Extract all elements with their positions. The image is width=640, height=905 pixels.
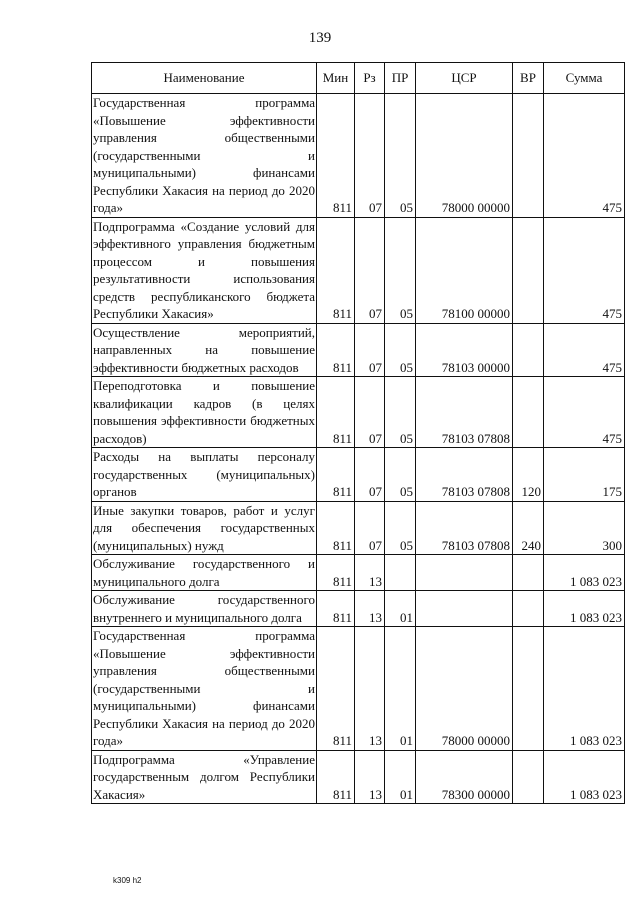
row-vr (513, 217, 544, 323)
row-name: Подпрограмма «Создание условий для эффективного управления бюджетным процессом и повышения результативности использования средств республиканского бюджета Республики Хакасия» (93, 218, 315, 321)
table-header-row (92, 63, 625, 94)
row-rz: 07 (355, 217, 385, 323)
column-header-sum: Сумма (544, 63, 625, 94)
row-vr (513, 591, 544, 627)
table-row (92, 448, 625, 502)
row-name: Подпрограмма «Управление государственным долгом Республики Хакасия» (93, 751, 315, 802)
row-pr: 01 (385, 591, 416, 627)
table-row (92, 217, 625, 323)
table-row (92, 323, 625, 377)
row-sum: 475 (544, 323, 625, 377)
table-row (92, 377, 625, 448)
row-min: 811 (317, 750, 355, 804)
column-header-vr: ВР (513, 63, 544, 94)
row-rz: 07 (355, 323, 385, 377)
row-rz: 07 (355, 377, 385, 448)
column-header-name: Наименование (92, 63, 317, 94)
table-row (92, 627, 625, 751)
row-rz: 13 (355, 750, 385, 804)
row-sum: 475 (544, 94, 625, 218)
row-csr: 78103 00000 (416, 323, 513, 377)
row-pr: 01 (385, 750, 416, 804)
row-sum: 1 083 023 (544, 750, 625, 804)
table-row (92, 591, 625, 627)
row-pr (385, 555, 416, 591)
row-min: 811 (317, 501, 355, 555)
row-pr: 05 (385, 323, 416, 377)
table-row (92, 750, 625, 804)
table-row (92, 501, 625, 555)
row-pr: 01 (385, 627, 416, 751)
row-rz: 07 (355, 448, 385, 502)
row-rz: 13 (355, 555, 385, 591)
row-sum: 300 (544, 501, 625, 555)
row-csr: 78103 07808 (416, 501, 513, 555)
row-csr (416, 555, 513, 591)
row-name: Обслуживание государственного и муниципального долга (93, 556, 315, 589)
row-vr (513, 750, 544, 804)
row-sum: 1 083 023 (544, 591, 625, 627)
row-csr: 78000 00000 (416, 94, 513, 218)
row-csr: 78103 07808 (416, 448, 513, 502)
row-name: Государственная программа «Повышение эффективности управления общественными (государственными и муниципальными) финансами Республики Хакасия на период до 2020 года» (93, 628, 315, 748)
column-header-rz: Рз (355, 63, 385, 94)
table-row (92, 94, 625, 218)
row-name: Государственная программа «Повышение эффективности управления общественными (государственными и муниципальными) финансами Республики Хакасия на период до 2020 года» (93, 95, 315, 215)
row-csr: 78300 00000 (416, 750, 513, 804)
row-name: Расходы на выплаты персоналу государственных (муниципальных) органов (93, 449, 315, 499)
footer-code: k309 h2 (113, 876, 142, 885)
row-rz: 07 (355, 501, 385, 555)
row-pr: 05 (385, 501, 416, 555)
row-vr: 240 (513, 501, 544, 555)
row-min: 811 (317, 377, 355, 448)
row-name: Иные закупки товаров, работ и услуг для обеспечения государственных (муниципальных) нужд (93, 502, 315, 553)
row-sum: 475 (544, 377, 625, 448)
row-min: 811 (317, 591, 355, 627)
row-rz: 13 (355, 627, 385, 751)
row-pr: 05 (385, 217, 416, 323)
column-header-csr: ЦСР (416, 63, 513, 94)
row-sum: 175 (544, 448, 625, 502)
page-number: 139 (308, 30, 332, 46)
row-vr: 120 (513, 448, 544, 502)
row-pr: 05 (385, 377, 416, 448)
row-pr: 05 (385, 448, 416, 502)
row-csr: 78103 07808 (416, 377, 513, 448)
row-csr: 78100 00000 (416, 217, 513, 323)
row-min: 811 (317, 323, 355, 377)
row-vr (513, 323, 544, 377)
column-header-pr: ПР (385, 63, 416, 94)
row-sum: 475 (544, 217, 625, 323)
row-csr (416, 591, 513, 627)
table-row (92, 555, 625, 591)
row-sum: 1 083 023 (544, 627, 625, 751)
row-vr (513, 94, 544, 218)
row-sum: 1 083 023 (544, 555, 625, 591)
row-name: Обслуживание государственного внутреннего и муниципального долга (93, 592, 315, 625)
column-header-min: Мин (317, 63, 355, 94)
row-min: 811 (317, 555, 355, 591)
row-vr (513, 555, 544, 591)
row-min: 811 (317, 217, 355, 323)
row-vr (513, 377, 544, 448)
row-min: 811 (317, 94, 355, 218)
row-vr (513, 627, 544, 751)
row-pr: 05 (385, 94, 416, 218)
row-min: 811 (317, 627, 355, 751)
row-rz: 13 (355, 591, 385, 627)
budget-table (91, 62, 625, 804)
row-name: Переподготовка и повышение квалификации кадров (в целях повышения эффективности бюджетных расходов) (93, 378, 315, 446)
row-rz: 07 (355, 94, 385, 218)
row-min: 811 (317, 448, 355, 502)
row-name: Осуществление мероприятий, направленных на повышение эффективности бюджетных расходов (93, 324, 315, 375)
row-csr: 78000 00000 (416, 627, 513, 751)
